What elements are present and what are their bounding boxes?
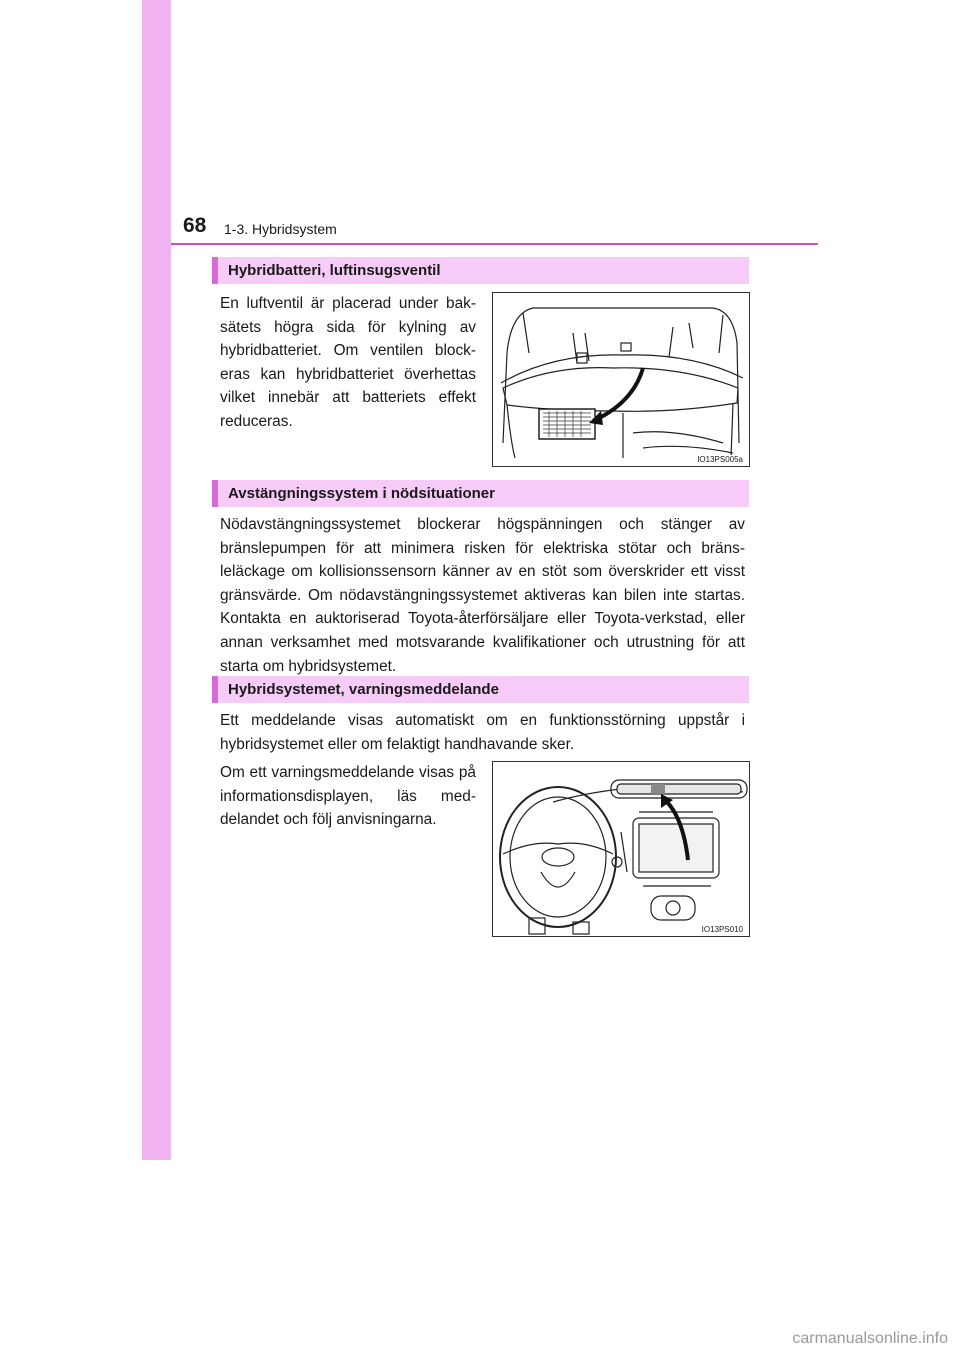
side-tab-band xyxy=(142,0,171,1160)
paragraph-nodsituationer: Nödavstängningssystemet blockerar högspänningen och stänger av bränslepumpen för att minimera risken för elektriska stötar och bränsleläckage om kollisionssensorn känner av en stöt som överskrider ett visst gränsvärde. Om nödavstängningssystemet aktiveras kan bilen inte startas. Kontakta en auktoriserad Toyota-återförsäljare eller Toyota-verkstad, eller annan verksamhet med motsvarande kvalifikationer och utrustning för att starta om hybridsystemet. xyxy=(220,516,745,675)
paragraph-varningsmeddelande-2: Om ett varningsmeddelande visas på informationsdisplayen, läs meddelandet och följ anvisningarna. xyxy=(220,764,476,829)
dashboard-illustration xyxy=(493,762,749,936)
page-number: 68 xyxy=(183,214,207,237)
section-heading-nodsituationer: Avstängningssystem i nödsituationer xyxy=(212,480,749,507)
rear-seat-illustration xyxy=(493,293,749,466)
section-heading-luftinsugsventil: Hybridbatteri, luftinsugsventil xyxy=(212,257,749,284)
figure-code: IO13PS005a xyxy=(697,455,743,464)
figure-code: IO13PS010 xyxy=(701,925,743,934)
header-rule xyxy=(171,243,818,245)
figure-rear-seat-vent xyxy=(492,292,750,467)
paragraph-luftinsugsventil: En luftventil är placerad under baksätets högra sida för kylning av hybridbatteriet. Om ventilen blockeras kan hybridbatteriet överhettas vilket innebär att batteriets effekt reduceras. xyxy=(220,295,476,430)
chapter-title: 1-3. Hybridsystem xyxy=(224,221,337,237)
watermark: carmanualsonline.info xyxy=(792,1330,948,1347)
paragraph-varningsmeddelande-1: Ett meddelande visas automatiskt om en funktionsstörning uppstår i hybridsystemet eller om felaktigt handhavande sker. xyxy=(220,712,745,753)
section-heading-varningsmeddelande: Hybridsystemet, varningsmeddelande xyxy=(212,676,749,703)
figure-dashboard-display xyxy=(492,761,750,937)
